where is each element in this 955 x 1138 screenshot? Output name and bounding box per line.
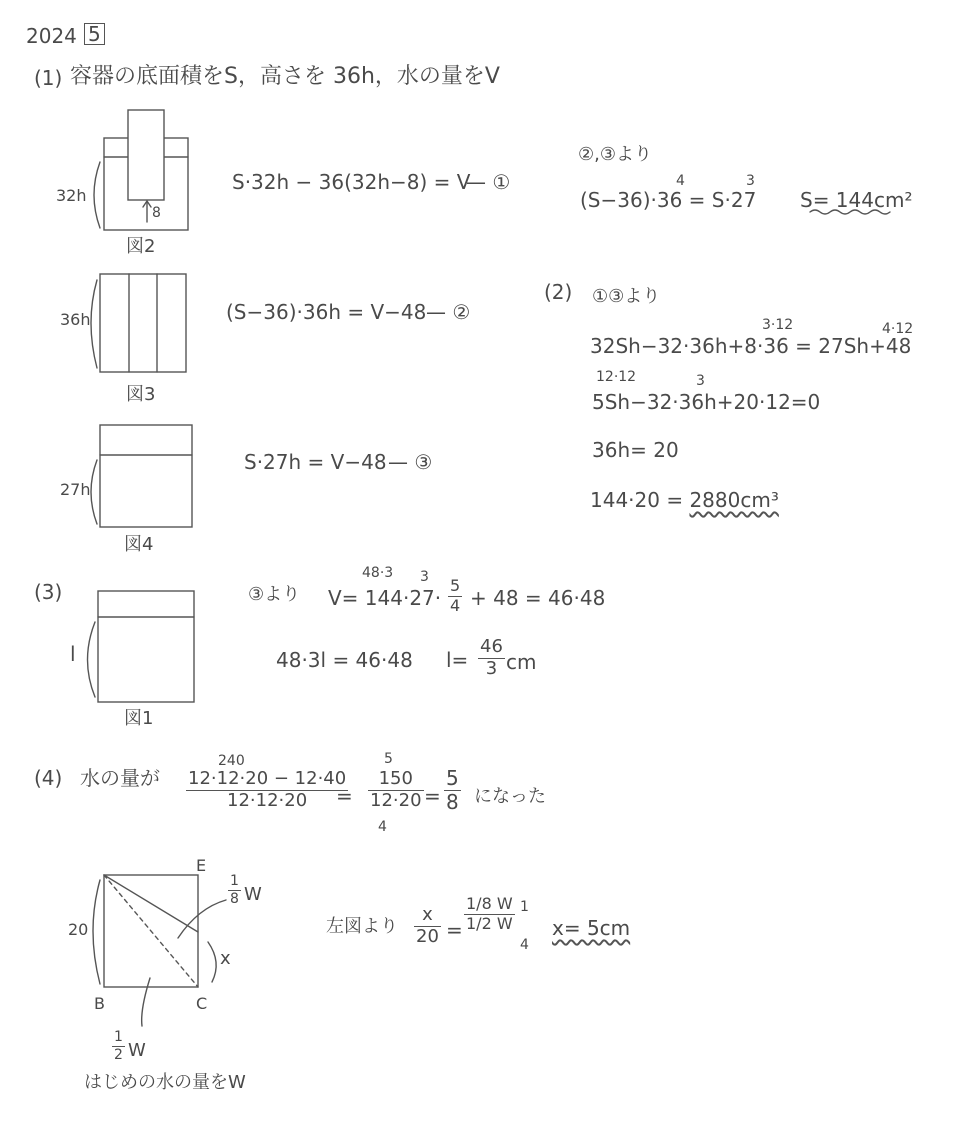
part2-note-2: 4·12 (882, 321, 914, 337)
part1-definition: 容器の底面積をS，高さを 36h，水の量をV (70, 64, 500, 89)
part3-label: (3) (34, 580, 63, 604)
part2-from-label: ①③より (592, 286, 661, 307)
part3-eq1-right: + 48 = 46·48 (470, 586, 606, 610)
fig4-side-label: 27h (60, 480, 91, 499)
part3-from-label: ③より (248, 584, 301, 605)
equation-1: S·32h − 36(32h−8) = V (232, 170, 471, 194)
fig2-side-label: 32h (56, 186, 87, 205)
part4-note-4: 4 (378, 819, 387, 835)
part3-eq1-fraction: 5 4 (450, 576, 461, 615)
square-x-brace (208, 942, 216, 982)
part3-note-1: 48·3 (362, 565, 394, 581)
part2-line-4: 144·20 = 2880cm³ (590, 488, 779, 512)
fig3-caption: 図3 (126, 384, 156, 405)
pointer-upper (178, 900, 226, 938)
equation-2: (S−36)·36h = V−48 (226, 300, 427, 324)
fig4-brace (91, 460, 97, 524)
part1-from-label: ②,③より (578, 144, 652, 165)
fig1-side-label: l (70, 642, 76, 666)
problem-number: 5 (84, 23, 105, 45)
part2-answer: 2880cm³ (689, 488, 779, 512)
part2-line-1: 32Sh−32·36h+8·36 = 27Sh+48 (590, 334, 912, 358)
part3-eq1-left: V= 144·27· (328, 586, 442, 610)
w-top-var: W (244, 884, 262, 905)
rhs-fraction: 1/8 W 1/2 W (466, 894, 513, 933)
part3-ans-fraction: 46 3 (480, 636, 503, 679)
year: 2024 (26, 24, 77, 48)
fig4-caption: 図4 (124, 534, 154, 555)
part4-lead: 水の量が (80, 766, 160, 790)
part4-label: (4) (34, 766, 63, 790)
vertex-e: E (196, 856, 207, 875)
diagonal-water-line (104, 875, 198, 932)
part3-note-2: 3 (420, 569, 429, 585)
part4-fraction-2: 150 12·20 (370, 768, 422, 811)
vertex-b: B (94, 994, 105, 1013)
part4-eq-sign: = (446, 918, 463, 942)
w-top-fraction: 1 8 (230, 873, 239, 907)
part2-note-1: 3·12 (762, 317, 794, 333)
fig2-brace (94, 162, 100, 228)
part1-note-4: 4 (676, 173, 685, 189)
fig4-container (100, 425, 192, 527)
part4-fraction-3: 5 8 (446, 766, 459, 814)
pointer-lower (142, 978, 150, 1026)
fig3-container (100, 274, 186, 372)
part1-answer: S= 144cm² (800, 188, 913, 212)
part2-label: (2) (544, 280, 573, 304)
w-bottom-fraction: 1 2 (114, 1029, 123, 1063)
ratio-fraction: x 20 (416, 904, 439, 947)
part2-note-3: 12·12 (596, 369, 637, 385)
figure-3 (91, 274, 186, 372)
figure-2 (94, 110, 188, 230)
part4-equals-2: = (424, 784, 441, 808)
part4-equals-1: = (336, 784, 353, 808)
part1-note-3: 3 (746, 173, 755, 189)
part4-note-top: 240 (218, 753, 245, 769)
part4-fraction-1: 12·12·20 − 12·40 12·12·20 (188, 768, 347, 811)
equation-2-tag: — ② (426, 300, 471, 324)
fig3-brace (91, 280, 97, 368)
part3-eq2: 48·3l = 46·48 (276, 648, 413, 672)
rhs-den-note: 4 (520, 937, 529, 953)
square-left-brace (93, 880, 100, 984)
initial-water-note: はじめの水の量をW (84, 1072, 246, 1093)
figure-1 (88, 591, 195, 702)
part1-label: (1) (34, 66, 63, 90)
part2-note-4: 3 (696, 373, 705, 389)
square-x-label: x (220, 948, 231, 969)
w-bottom-var: W (128, 1040, 146, 1061)
figure-4 (91, 425, 192, 527)
equation-3-tag: — ③ (388, 450, 433, 474)
part4-result: になった (474, 786, 546, 807)
fig1-container (98, 591, 194, 702)
part2-line-2: 5Sh−32·36h+20·12=0 (592, 390, 821, 414)
fig1-brace (88, 622, 96, 697)
part4-answer: x= 5cm (552, 916, 631, 940)
part1-solve-equation: (S−36)·36 = S·27 (580, 188, 757, 212)
fig1-caption: 図1 (124, 708, 154, 729)
fig2-inner-block (128, 110, 164, 200)
part2-line-3: 36h= 20 (592, 438, 679, 462)
part4-note-5: 5 (384, 751, 393, 767)
equation-1-tag: — ① (466, 170, 511, 194)
diagonal-dashed (104, 875, 198, 987)
fig2-inner-label: 8 (152, 205, 161, 221)
part3-ans-unit: cm (506, 650, 537, 674)
vertex-c: C (196, 994, 208, 1013)
fig3-side-label: 36h (60, 310, 91, 329)
part4-from-label: 左図より (326, 916, 398, 937)
equation-3: S·27h = V−48 (244, 450, 387, 474)
square-side-label: 20 (68, 920, 89, 939)
fig2-caption: 図2 (126, 236, 156, 257)
part3-ans-prefix: l= (446, 648, 469, 672)
rhs-num-note: 1 (520, 899, 529, 915)
